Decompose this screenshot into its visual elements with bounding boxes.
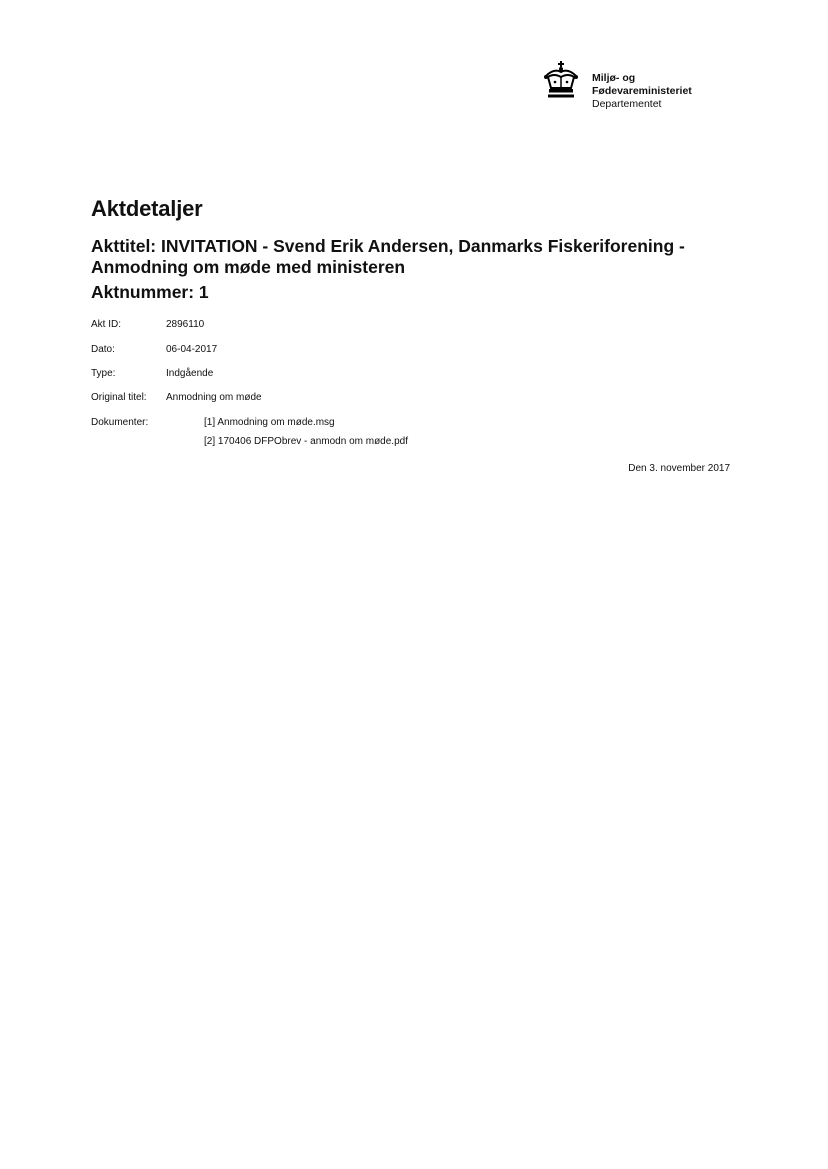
type-label: Type: (91, 368, 116, 379)
documents-label: Dokumenter: (91, 417, 149, 428)
original-title-value: Anmodning om møde (166, 392, 262, 403)
logo-line-1: Miljø- og (592, 72, 636, 84)
dato-label: Dato: (91, 344, 115, 355)
type-value: Indgående (166, 368, 214, 379)
logo-line-3: Departementet (592, 98, 662, 110)
logo-text (592, 72, 692, 111)
original-title-label: Original titel: (91, 392, 147, 403)
act-title: Akttitel: INVITATION - Svend Erik Andersen, Danmarks Fiskeriforening - Anmodning om møde med ministeren (91, 236, 685, 277)
act-number: Aktnummer: 1 (91, 282, 209, 302)
logo-line-2: Fødevareministeriet (592, 85, 692, 97)
dato-value: 06-04-2017 (166, 344, 218, 355)
document-date: Den 3. november 2017 (628, 463, 730, 474)
document-link-1[interactable]: [1] Anmodning om møde.msg (204, 417, 335, 428)
crown-icon (540, 60, 582, 102)
document-link-2[interactable]: [2] 170406 DFPObrev - anmodn om møde.pdf (204, 436, 408, 447)
akt-id-value: 2896110 (166, 319, 205, 330)
ministry-logo (540, 60, 740, 116)
page-title: Aktdetaljer (91, 196, 203, 221)
akt-id-label: Akt ID: (91, 319, 122, 330)
